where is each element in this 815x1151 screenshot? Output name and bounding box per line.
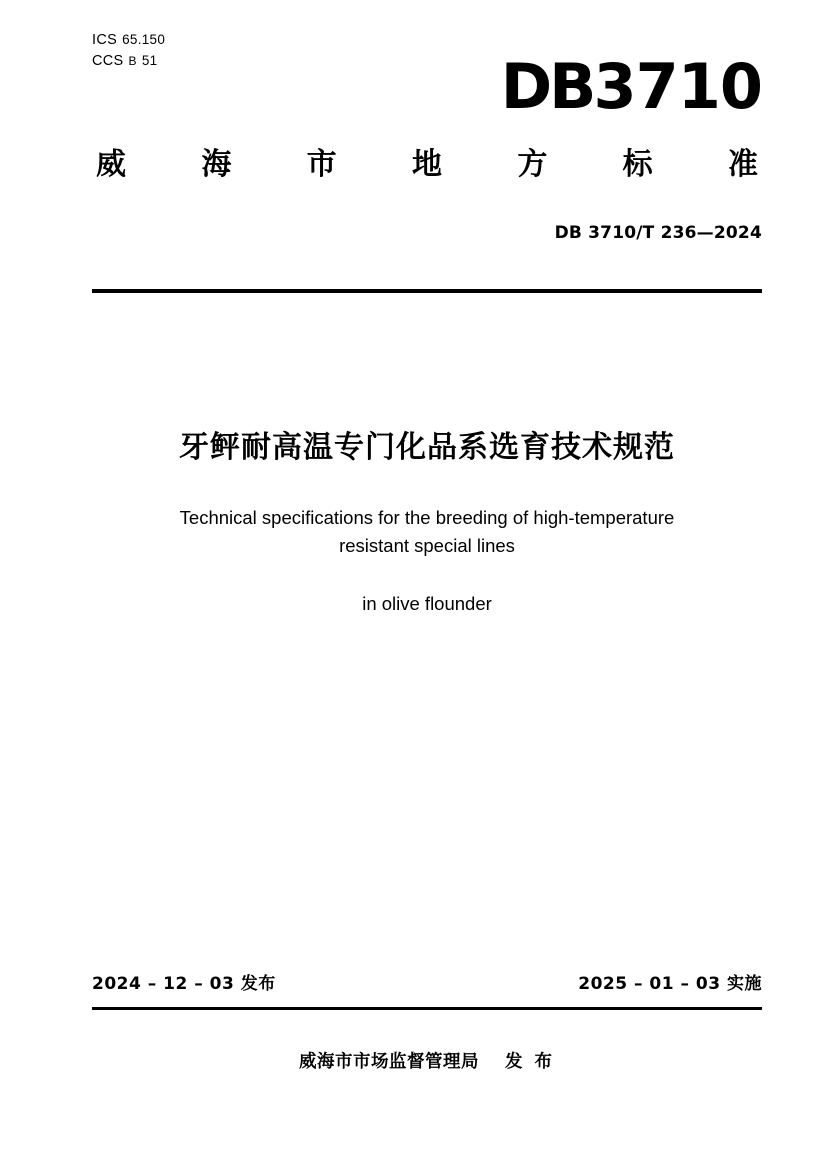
standard-word-1: 海 xyxy=(201,147,232,182)
page-title-english-line1: Technical specifications for the breeding of high-temperature xyxy=(179,507,675,528)
footer-divider xyxy=(92,1007,762,1010)
db-number xyxy=(500,50,762,123)
date-row xyxy=(92,969,762,994)
standard-code: DB 3710/T 236—2024 xyxy=(554,223,762,243)
standard-type-title xyxy=(92,147,762,182)
effective-date: 2025 – 01 – 03 实施 xyxy=(578,974,762,994)
standard-word-3: 地 xyxy=(411,147,442,182)
standard-word-6: 准 xyxy=(727,147,758,182)
page-title-english xyxy=(92,504,762,560)
standard-word-2: 市 xyxy=(306,147,337,182)
ccs-label: CCS xyxy=(92,53,124,70)
ics-label: ICS xyxy=(92,32,118,48)
standard-word-5: 标 xyxy=(622,147,653,182)
db-digits: 3710 xyxy=(593,50,762,123)
document-header xyxy=(92,30,762,243)
issue-date: 2024 – 12 – 03 发布 xyxy=(92,974,276,994)
page-title-english-line3: in olive flounder xyxy=(362,592,492,614)
issuer-action: 发 布 xyxy=(504,1052,556,1072)
standard-word-0: 威 xyxy=(96,147,126,182)
issuer-row xyxy=(92,1048,762,1073)
ics-line xyxy=(92,30,762,51)
db-prefix: DB xyxy=(500,50,594,123)
ccs-letter: B xyxy=(128,54,137,69)
page-title-english-line2: resistant special lines xyxy=(339,534,515,556)
issuer-name: 威海市市场监督管理局 xyxy=(298,1052,479,1072)
page-title: 牙鲆耐高温专门化品系选育技术规范 xyxy=(179,430,675,465)
header-divider xyxy=(92,289,762,293)
ccs-number: 51 xyxy=(141,53,158,69)
title-block xyxy=(92,430,762,617)
standard-word-4: 方 xyxy=(517,147,548,182)
ics-value: 65.150 xyxy=(122,32,166,47)
